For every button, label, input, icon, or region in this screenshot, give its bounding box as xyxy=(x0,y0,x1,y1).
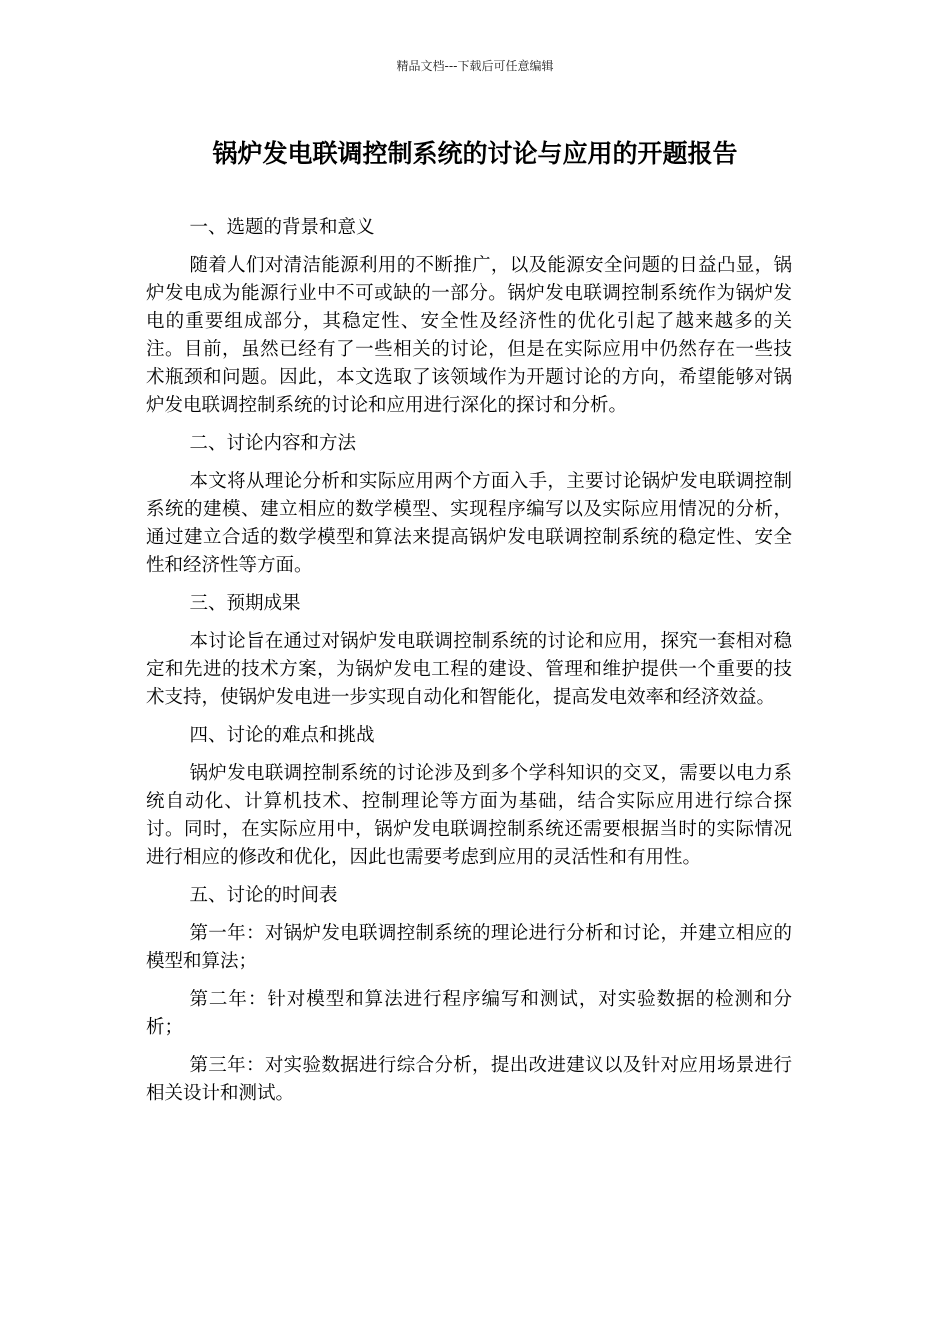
paragraph-timeline-year-2: 第二年：针对模型和算法进行程序编写和测试，对实验数据的检测和分析； xyxy=(146,989,792,1038)
document-title: 锅炉发电联调控制系统的讨论与应用的开题报告 xyxy=(212,139,738,168)
paragraph-content-methods: 本文将从理论分析和实际应用两个方面入手，主要讨论锅炉发电联调控制系统的建模、建立相应的数学模型、实现程序编写以及实际应用情况的分析，通过建立合适的数学模型和算法来提高锅炉发电联调控制系统的稳定性、安全性和经济性等方面。 xyxy=(146,471,792,576)
page-header-note: 精品文档---下载后可任意编辑 xyxy=(396,59,554,73)
section-heading-content-methods: 二、讨论内容和方法 xyxy=(189,433,356,454)
paragraph-background: 随着人们对清洁能源利用的不断推广，以及能源安全问题的日益凸显，锅炉发电成为能源行业中不可或缺的一部分。锅炉发电联调控制系统作为锅炉发电的重要组成部分，其稳定性、安全性及经济性的优化引起了越来越多的关注。目前，虽然已经有了一些相关的讨论，但是在实际应用中仍然存在一些技术瓶颈和问题。因此，本文选取了该领域作为开题讨论的方向，希望能够对锅炉发电联调控制系统的讨论和应用进行深化的探讨和分析。 xyxy=(146,255,792,416)
document-body xyxy=(146,214,792,1118)
paragraph-expected-results: 本讨论旨在通过对锅炉发电联调控制系统的讨论和应用，探究一套相对稳定和先进的技术方案，为锅炉发电工程的建设、管理和维护提供一个重要的技术支持，使锅炉发电进一步实现自动化和智能化，提高发电效率和经济效益。 xyxy=(146,631,792,708)
paragraph-timeline-year-3: 第三年：对实验数据进行综合分析，提出改进建议以及针对应用场景进行相关设计和测试。 xyxy=(146,1055,792,1104)
section-heading-background: 一、选题的背景和意义 xyxy=(189,217,375,238)
section-heading-expected-results: 三、预期成果 xyxy=(189,593,301,614)
paragraph-timeline-year-1: 第一年：对锅炉发电联调控制系统的理论进行分析和讨论，并建立相应的模型和算法； xyxy=(146,923,792,972)
section-heading-difficulties: 四、讨论的难点和挑战 xyxy=(189,725,375,746)
paragraph-difficulties: 锅炉发电联调控制系统的讨论涉及到多个学科知识的交叉，需要以电力系统自动化、计算机技术、控制理论等方面为基础，结合实际应用进行综合探讨。同时，在实际应用中，锅炉发电联调控制系统还需要根据当时的实际情况进行相应的修改和优化，因此也需要考虑到应用的灵活性和有用性。 xyxy=(146,763,792,868)
section-heading-timeline: 五、讨论的时间表 xyxy=(189,885,338,906)
